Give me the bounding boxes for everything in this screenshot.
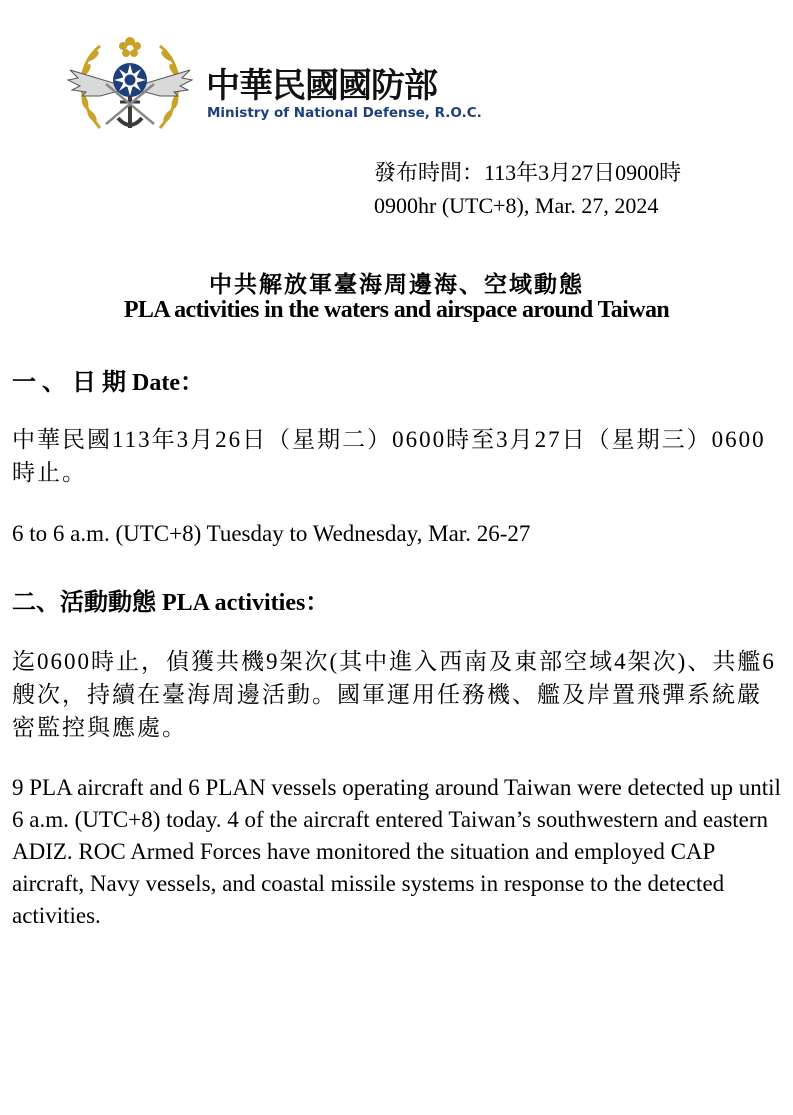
release-time-en: 0900hr (UTC+8), Mar. 27, 2024 [374,193,659,218]
release-time-zh: 發布時間：113年3月27日0900時 [374,160,682,185]
section-heading-date: 一 、 日 期 Date： [12,370,204,396]
document-title-en: PLA activities in the waters and airspace around Taiwan [123,297,670,323]
activities-paragraph-zh: 迄0600時止，偵獲共機9架次(其中進入西南及東部空域4架次)、共艦6艘次，持續在臺海周邊活動。國軍運用任務機、艦及岸置飛彈系統嚴密監控與應處。 [12,649,776,740]
ministry-name-en: Ministry of National Defense, R.O.C. [207,105,482,121]
release-time [374,156,681,222]
document-title-zh: 中共解放軍臺海周邊海、空域動態 [209,272,584,297]
ministry-name-zh: 中華民國國防部 [206,66,437,106]
date-paragraph-en: 6 to 6 a.m. (UTC+8) Tuesday to Wednesday, Mar. 26-27 [12,521,531,546]
section-heading-activities: 二、活動動態 PLA activities： [12,590,330,616]
mnd-emblem-icon [60,28,200,140]
activities-paragraph-en: 9 PLA aircraft and 6 PLAN vessels operating around Taiwan were detected up until 6 a.m. (UTC+8) today. 4 of the aircraft entered Taiwan’s southwestern and eastern ADIZ. ROC Armed Forces have monitored the situation and employed CAP aircraft, Navy vessels, and coastal missile systems in response to the detected activities. [12,775,781,928]
letterhead [60,28,560,140]
date-paragraph-zh: 中華民國113年3月26日（星期二）0600時至3月27日（星期三）0600時止。 [12,427,766,485]
